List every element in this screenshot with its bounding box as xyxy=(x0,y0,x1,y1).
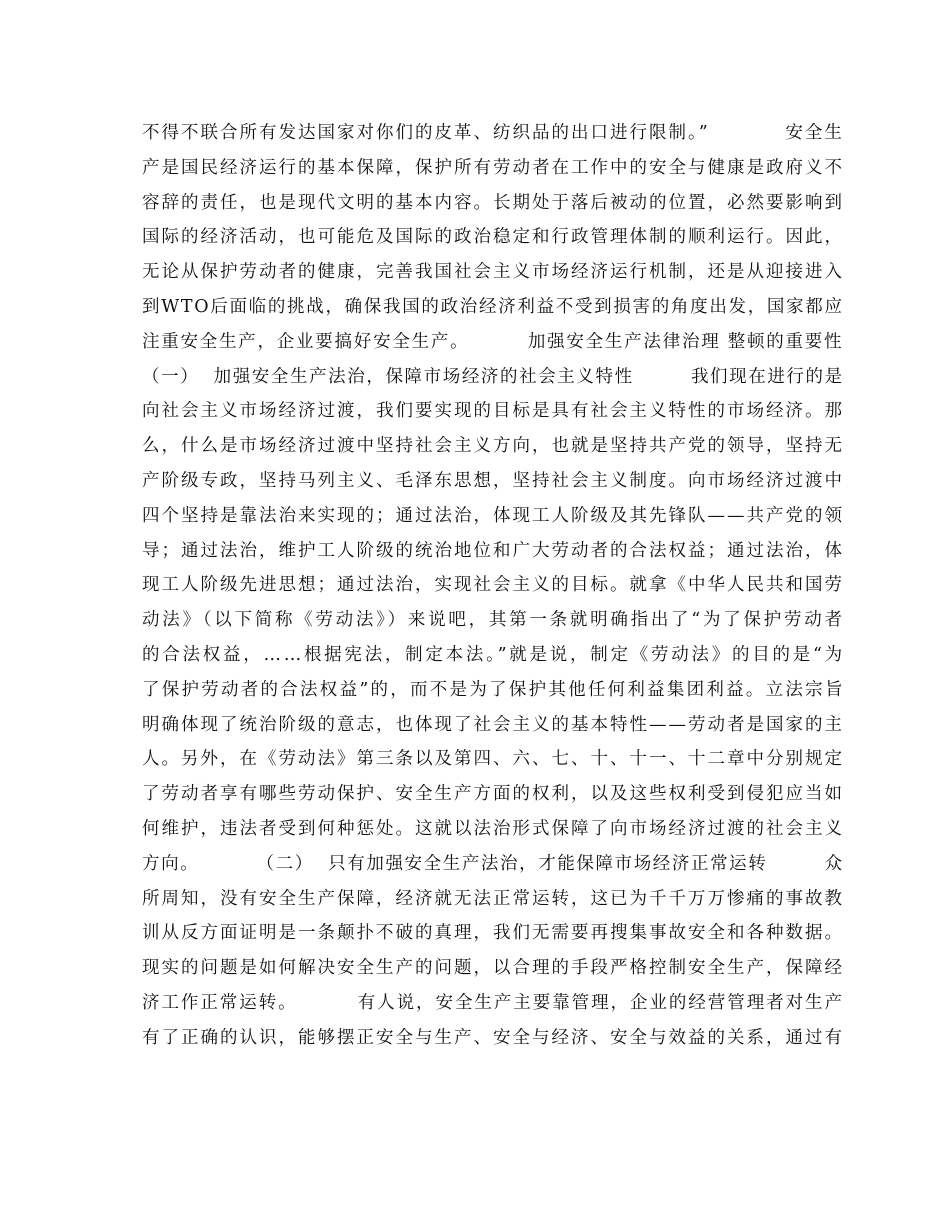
text-line: 国际的经济活动，也可能危及国际的政治稳定和行政管理体制的顺利运行。因此， xyxy=(142,227,844,248)
text-line: 所周知，没有安全生产保障，经济就无法正常运转，这已为千千万万惨痛的事故教 xyxy=(142,888,844,909)
text-line: 人。另外，在《劳动法》第三条以及第四、六、七、十、十一、十二章中分别规定 xyxy=(142,749,844,770)
text-line: 四个坚持是靠法治来实现的；通过法治，体现工人阶级及其先锋队——共产党的领 xyxy=(142,505,844,526)
text-line: 么，什么是市场经济过渡中坚持社会主义方向，也就是坚持共产党的领导，坚持无 xyxy=(142,436,844,457)
text-line: 导；通过法治，维护工人阶级的统治地位和广大劳动者的合法权益；通过法治，体 xyxy=(142,540,844,561)
body-text xyxy=(142,116,845,1056)
text-line: 训从反方面证明是一条颠扑不破的真理，我们无需要再搜集事故安全和各种数据。 xyxy=(142,923,844,944)
text-line: 了劳动者享有哪些劳动保护、安全生产方面的权利，以及这些权利受到侵犯应当如 xyxy=(142,784,844,805)
text-line: 注重安全生产，企业要搞好安全生产。 加强安全生产法律治理 整顿的重要性 xyxy=(142,331,844,352)
text-line: 容辞的责任，也是现代文明的基本内容。长期处于落后被动的位置，必然要影响到 xyxy=(142,192,844,213)
text-line: 方向。 （二） 只有加强安全生产法治，才能保障市场经济正常运转 众 xyxy=(142,853,844,874)
text-line: 产是国民经济运行的基本保障，保护所有劳动者在工作中的安全与健康是政府义不 xyxy=(142,157,844,178)
text-line: 现实的问题是如何解决安全生产的问题，以合理的手段严格控制安全生产，保障经 xyxy=(142,958,844,979)
text-line: 向社会主义市场经济过渡，我们要实现的目标是具有社会主义特性的市场经济。那 xyxy=(142,401,844,422)
text-line: 明确体现了统治阶级的意志，也体现了社会主义的基本特性——劳动者是国家的主 xyxy=(142,714,844,735)
text-line: 到WTO后面临的挑战，确保我国的政治经济利益不受到损害的角度出发，国家都应 xyxy=(142,296,844,317)
text-line: 现工人阶级先进思想；通过法治，实现社会主义的目标。就拿《中华人民共和国劳 xyxy=(142,575,844,596)
text-line: 了保护劳动者的合法权益”的，而不是为了保护其他任何利益集团利益。立法宗旨 xyxy=(142,679,845,700)
text-line: 产阶级专政，坚持马列主义、毛泽东思想，坚持社会主义制度。向市场经济过渡中 xyxy=(142,470,844,491)
text-line: 济工作正常运转。 有人说，安全生产主要靠管理，企业的经营管理者对生产 xyxy=(142,992,844,1013)
text-line: 无论从保护劳动者的健康，完善我国社会主义市场经济运行机制，还是从迎接进入 xyxy=(142,262,844,283)
text-line: 有了正确的认识，能够摆正安全与生产、安全与经济、安全与效益的关系，通过有 xyxy=(142,1027,844,1048)
text-line: （一） 加强安全生产法治，保障市场经济的社会主义特性 我们现在进行的是 xyxy=(142,366,844,387)
text-line: 不得不联合所有发达国家对你们的皮革、纺织品的出口进行限制。” 安全生 xyxy=(142,123,844,143)
text-line: 何维护，违法者受到何种惩处。这就以法治形式保障了向市场经济过渡的社会主义 xyxy=(142,818,844,839)
text-line: 动法》（以下简称《劳动法》）来说吧，其第一条就明确指出了“为了保护劳动者 xyxy=(142,610,845,631)
text-line: 的合法权益，……根据宪法，制定本法。”就是说，制定《劳动法》的目的是“为 xyxy=(142,644,845,665)
